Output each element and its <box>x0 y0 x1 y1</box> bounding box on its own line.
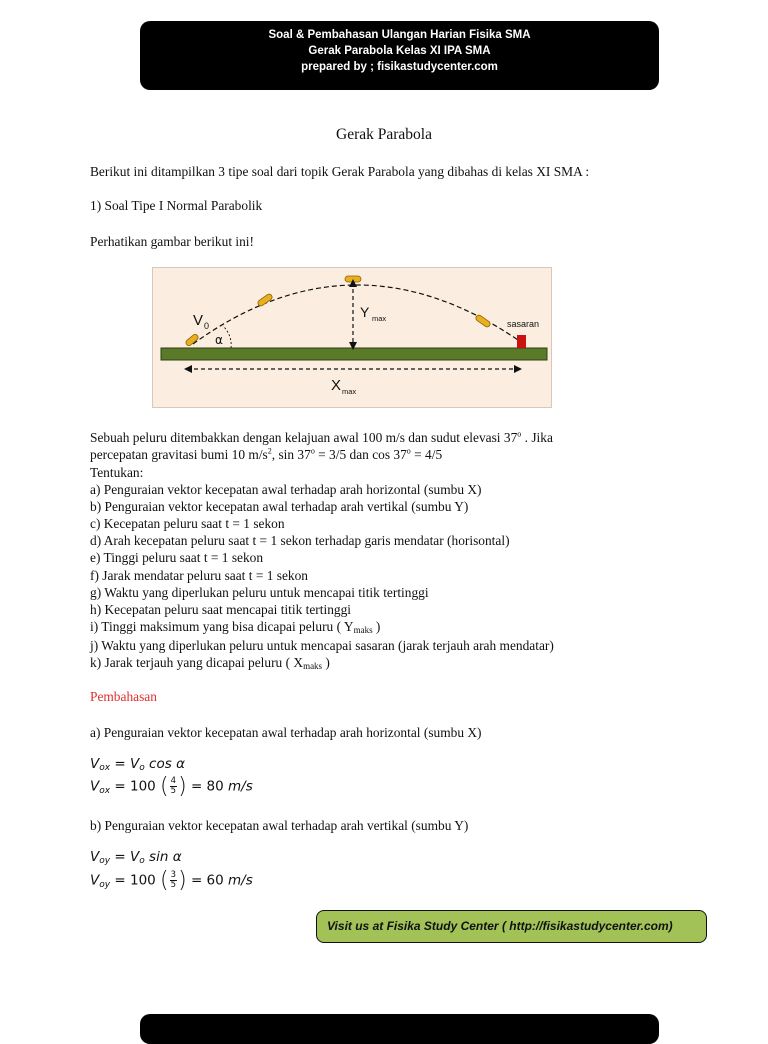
list-item: c) Kecepatan peluru saat t = 1 sekon <box>90 516 285 532</box>
xmax-label: X <box>331 377 342 394</box>
xmax-sub: max <box>342 387 357 396</box>
solution-b-text: b) Penguraian vektor kecepatan awal terhadap arah vertikal (sumbu Y) <box>90 818 469 833</box>
solution-heading: Pembahasan <box>90 689 157 704</box>
header-line-1: Soal & Pembahasan Ulangan Harian Fisika SMA <box>268 29 531 41</box>
section-heading-1: 1) Soal Tipe I Normal Parabolik <box>90 198 263 213</box>
list-item: b) Penguraian vektor kecepatan awal terhadap arah vertikal (sumbu Y) <box>90 499 469 515</box>
list-item: d) Arah kecepatan peluru saat t = 1 sekon terhadap garis mendatar (horisontal) <box>90 533 510 549</box>
ground-bar <box>161 348 547 360</box>
header-line-2: Gerak Parabola Kelas XI IPA SMA <box>308 45 491 57</box>
footer-banner: Visit us at Fisika Study Center ( http://fisikastudycenter.com) <box>316 910 707 943</box>
equation-voy-definition: $V_{oy} = V_o$ sin α <box>90 849 182 866</box>
target-icon <box>517 335 526 348</box>
equation-vox-definition: $V_{ox} = V_o$ cos α <box>90 756 185 773</box>
list-item: f) Jarak mendatar peluru saat t = 1 sekon <box>90 567 309 583</box>
instruction-text: Perhatikan gambar berikut ini! <box>90 234 254 249</box>
projectile-icon <box>185 276 492 347</box>
list-item: g) Waktu yang diperlukan peluru untuk mencapai titik tertinggi <box>90 584 429 600</box>
trajectory-path <box>193 285 518 344</box>
target-label: sasaran <box>507 319 540 329</box>
problem-line-2: percepatan gravitasi bumi 10 $m/s^2$, $\sin 37^o = 3/5$ dan $\cos 37^o = 4/5$ <box>90 446 443 462</box>
v0-label: V <box>193 312 204 329</box>
ymax-sub: max <box>372 314 387 323</box>
equation-vox-value: $V_{ox} = 100$ ( $\frac{4}{5}$ ) = 80 m/s <box>90 774 253 799</box>
solution-a-text: a) Penguraian vektor kecepatan awal terhadap arah horizontal (sumbu X) <box>90 725 482 740</box>
intro-text: Berikut ini ditampilkan 3 tipe soal dari topik Gerak Parabola yang dibahas di kelas XI SMA : <box>90 164 590 179</box>
v0-sub: 0 <box>204 321 210 331</box>
page-title: Gerak Parabola <box>336 126 432 143</box>
ymax-label: Y <box>360 304 370 320</box>
bottom-banner-edge <box>140 1014 659 1044</box>
header-line-3: prepared by ; fisikastudycenter.com <box>301 61 498 73</box>
list-item: k) Jarak terjauh yang dicapai peluru ( $X_{maks}$ ) <box>90 655 330 672</box>
projectile-figure <box>152 267 552 408</box>
list-item: a) Penguraian vektor kecepatan awal terhadap arah horizontal (sumbu X) <box>90 482 482 498</box>
question-list <box>90 464 554 673</box>
list-item: i) Tinggi maksimum yang bisa dicapai peluru ( $Y_{maks}$ ) <box>90 618 381 635</box>
header-banner <box>140 21 659 90</box>
problem-line-1: Sebuah peluru ditembakkan dengan kelajuan awal 100 m/s dan sudut elevasi 37$^o$ . Jika <box>90 429 553 445</box>
projectile-diagram <box>153 268 553 409</box>
list-item: e) Tinggi peluru saat t = 1 sekon <box>90 550 264 566</box>
list-item: h) Kecepatan peluru saat mencapai titik tertinggi <box>90 601 352 617</box>
alpha-label: α <box>215 333 223 347</box>
prompt-tentukan: Tentukan: <box>90 465 144 480</box>
equation-voy-value: $V_{oy} = 100$ ( $\frac{3}{5}$ ) = 60 m/s <box>90 868 253 893</box>
list-item: j) Waktu yang diperlukan peluru untuk mencapai sasaran (jarak terjauh arah mendatar) <box>90 637 554 653</box>
angle-arc <box>223 326 231 348</box>
